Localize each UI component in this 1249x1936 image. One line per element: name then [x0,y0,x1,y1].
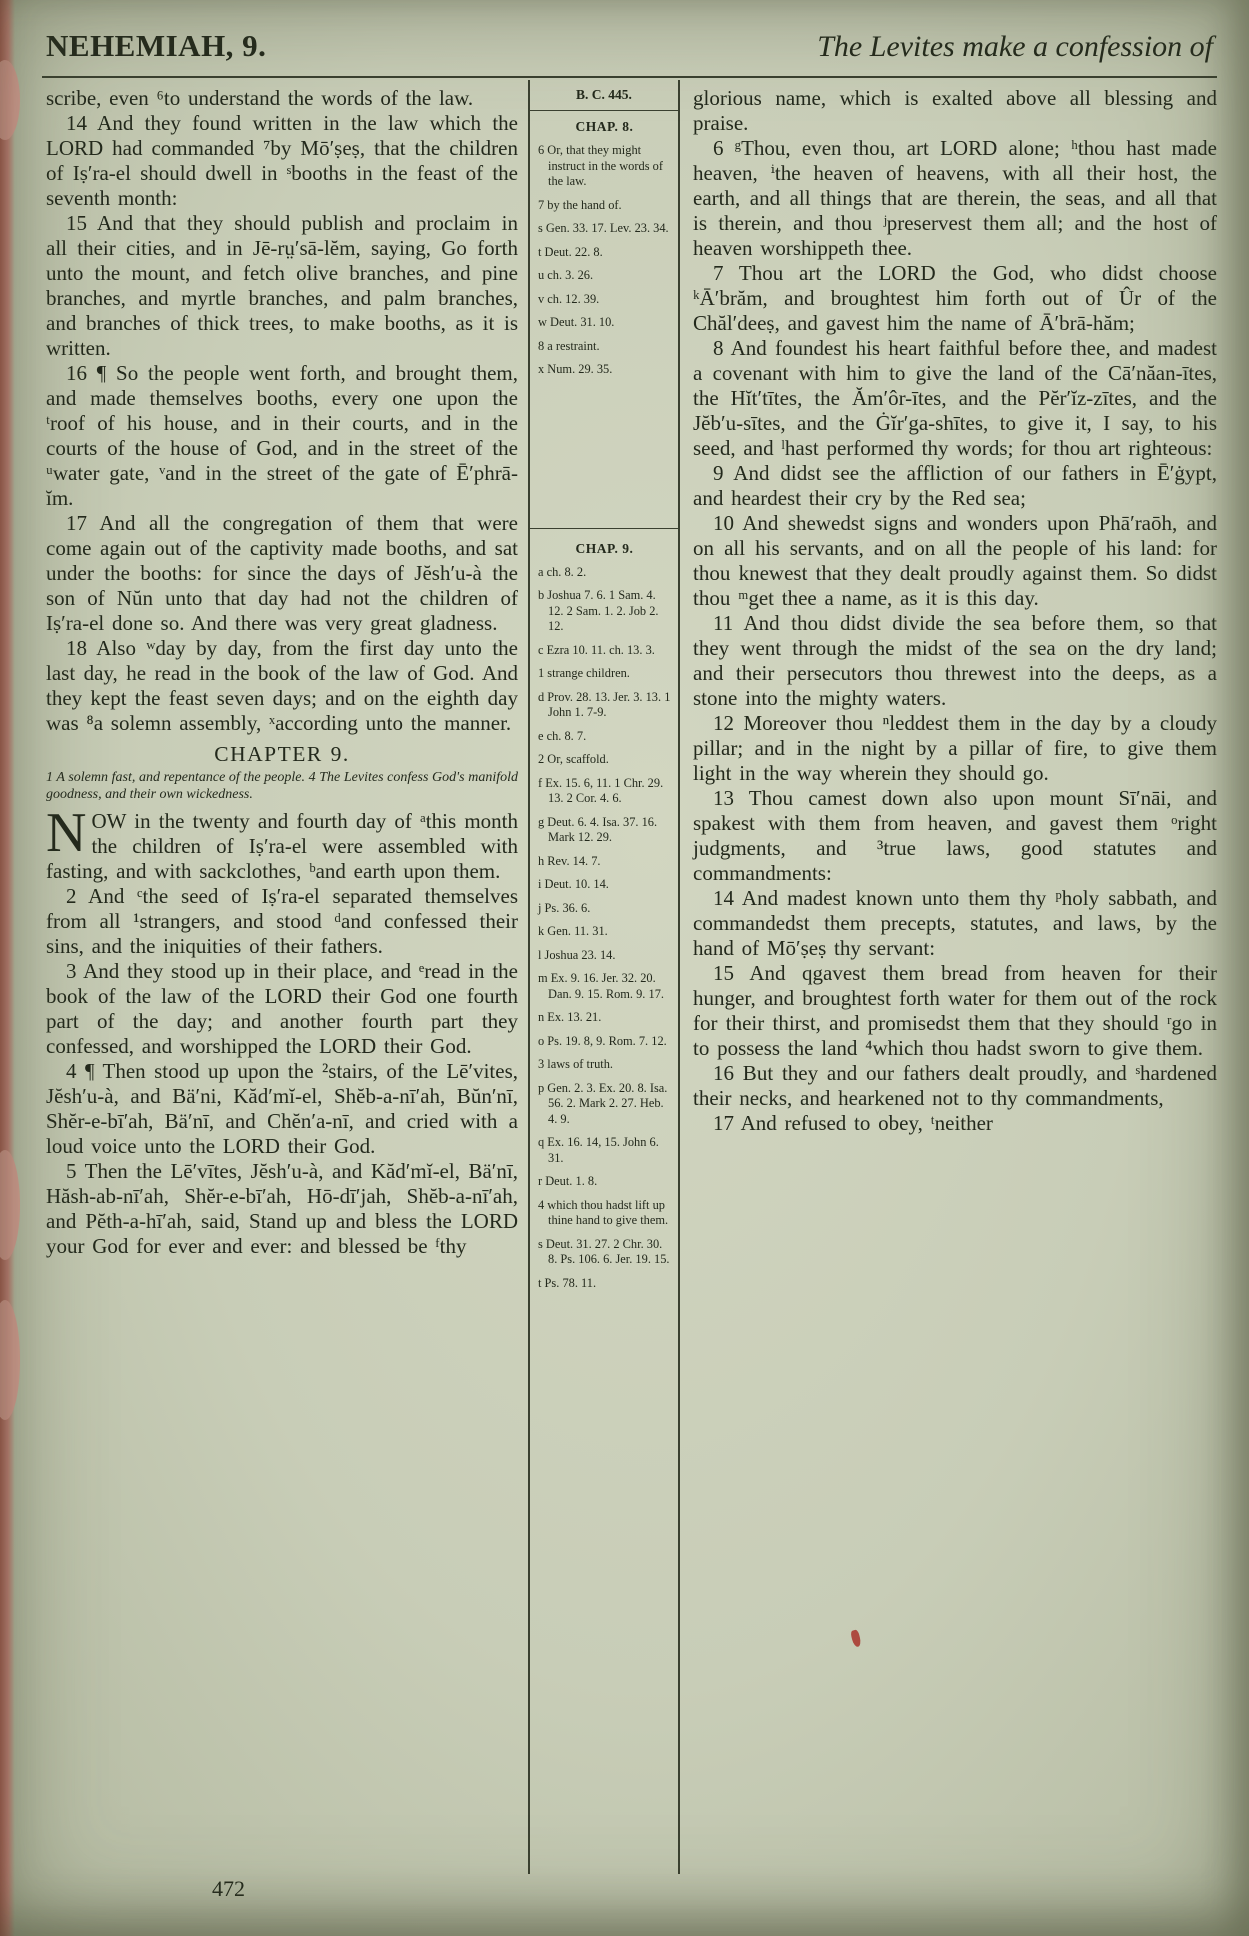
verse-paragraph: NOW in the twenty and fourth day of ᵃthis month the children of Iṣ′ra-el were assembled with fasting, and with sackclothes, ᵇand earth upon them. [46,802,518,883]
verse-paragraph: 16 But they and our fathers dealt proudly, and ˢhardened their necks, and hearkened not to thy commandments, [693,1061,1217,1110]
header-rule [42,76,1217,78]
page-edge-blob [0,60,20,140]
margin-note: i Deut. 10. 14. [538,877,609,891]
chap9-label: CHAP. 9. [575,540,634,556]
right-text-column [680,80,1217,1874]
page-edge-blob [0,1300,20,1420]
verse-paragraph: 9 And didst see the affliction of our fathers in Ē′ġypt, and heardest their cry by the Red sea; [693,461,1217,510]
verse-paragraph: 1 A solemn fast, and repentance of the people. 4 The Levites confess God's manifold goodness, and their own wickedness. [46,770,518,802]
margin-note: 4 which thou hadst lift up thine hand to give them. [538,1197,669,1227]
margin-note: r Deut. 1. 8. [538,1174,598,1188]
margin-note: 3 laws of truth. [538,1057,614,1071]
verse-paragraph: 10 And shewedst signs and wonders upon Phā′raōh, and on all his servants, and on all the people of his land: for thou knewest that they dealt proudly against them. So didst thou ᵐget thee a name, as it is this day. [693,511,1217,610]
margin-note: h Rev. 14. 7. [538,853,601,868]
margin-note: e ch. 8. 7. [538,728,587,743]
verse-paragraph: 5 Then the Lē′vītes, Jĕsh′u-à, and Kăd′mĭ-el, Bä′nī, Hăsh-ab-nī′ah, Shĕr-e-bī′ah, Hō-dī′jah, Shĕb-a-nī′ah, and Pĕth-a-hī′ah, said, Stand up and bless the LORD your God for ever and ever: and blessed be ᶠthy [46,1159,518,1258]
margin-note: m Ex. 9. 16. Jer. 32. 20. Dan. 9. 15. Rom. 9. 17. [538,971,664,1001]
verse-paragraph: 3 And they stood up in their place, and ᵉread in the book of the law of the LORD their God one fourth part of the day; and another fourth part they confessed, and worshipped the LORD their God. [46,959,518,1058]
margin-note: l Joshua 23. 14. [538,947,616,962]
bc-date-label: B. C. 445. [530,84,678,111]
margin-note: q Ex. 16. 14, 15. John 6. 31. [538,1135,659,1165]
page-number: 472 [212,1876,245,1901]
page-title: NEHEMIAH, 9. [46,28,267,63]
verse-paragraph: 2 And ᶜthe seed of Iṣ′ra-el separated themselves from all ¹strangers, and stood ᵈand confessed their sins, and the iniquities of their fathers. [46,884,518,958]
verse-paragraph: 15 And qgavest them bread from heaven for their hunger, and broughtest forth water for them out of the rock for their thirst, and promisedst them that they should ʳgo in to possess the land ⁴which thou hadst sworn to give them. [693,961,1217,1060]
verse-paragraph: 14 And madest known unto them thy ᵖholy sabbath, and commandedst them precepts, statutes, and laws, by the hand of Mō′ṣeṣ thy servant: [693,886,1217,960]
chap8-label: CHAP. 8. [575,119,634,134]
margin-note: f Ex. 15. 6, 11. 1 Chr. 29. 13. 2 Cor. 4. 6. [538,775,664,805]
verse-paragraph: 8 And foundest his heart faithful before thee, and madest a covenant with him to give the land of the Cā′năan-ītes, the Hĭt′tītes, the Ăm′ôr-ītes, and the Pĕr′ĭz-zītes, and the Jĕb′u-sītes, and the Ġĭr′ga-shītes, to give it, I say, to his seed, and ˡhast performed thy words; for thou art righteous: [693,336,1217,460]
verse-paragraph: 11 And thou didst divide the sea before them, so that they went through the midst of the sea on the dry land; and their persecutors thou threwest into the deeps, as a stone into the mighty waters. [693,611,1217,710]
verse-paragraph: 15 And that they should publish and proclaim in all their cities, and in Jē-rṳ′sā-lĕm, saying, Go forth unto the mount, and fetch olive branches, and pine branches, and myrtle branches, and palm branches, and branches of thick trees, to make booths, as it is written. [46,211,518,360]
margin-reference-column [528,80,680,1874]
verse-paragraph: 17 And all the congregation of them that were come again out of the captivity made booths, and sat under the booths: for since the days of Jĕsh′u-à the son of Nŭn unto that day had not the children of Iṣ′ra-el done so. And there was very great gladness. [46,511,518,635]
margin-note: t Deut. 22. 8. [538,244,603,259]
margin-note: w Deut. 31. 10. [538,315,615,329]
margin-note: j Ps. 36. 6. [538,900,591,915]
margin-note: t Ps. 78. 11. [538,1275,597,1290]
margin-note: 2 Or, scaffold. [538,752,609,766]
verse-paragraph: 16 ¶ So the people went forth, and brought them, and made themselves booths, every one upon the ᵗroof of his house, and in their courts, and in the courts of the house of God, and in the street of the ᵘwater gate, ᵛand in the street of the gate of Ē′phrā-ĭm. [46,361,518,510]
margin-note: p Gen. 2. 3. Ex. 20. 8. Isa. 56. 2. Mark 2. 27. Heb. 4. 9. [538,1080,668,1126]
verse-paragraph: 7 Thou art the LORD the God, who didst choose ᵏĀ′brăm, and broughtest him forth out of Ûr of the Chăl′deeṣ, and gavest him the name of Ā′brā-hăm; [693,261,1217,335]
chap9-notes [538,565,671,1292]
text-columns [46,80,1217,1874]
verse-paragraph: 13 Thou camest down also upon mount Sī′nāi, and spakest with them from heaven, and gavest them ᵒright judgments, and ³true laws, good statutes and commandments: [693,786,1217,885]
margin-note: s Deut. 31. 27. 2 Chr. 30. 8. Ps. 106. 6. Jer. 19. 15. [538,1236,670,1266]
margin-note: 8 a restraint. [538,338,600,353]
margin-note: 1 strange children. [538,666,630,680]
page-header [46,28,1213,64]
verse-paragraph: 4 ¶ Then stood up upon the ²stairs, of the Lē′vites, Jĕsh′u-à, and Bä′ni, Kăd′mĭ-el, Shĕb-a-nī′ah, Bŭn′nī, Shĕr-e-bī′ah, Bä′nī, and Chĕn′a-nī, and cried with a loud voice unto the LORD their God. [46,1059,518,1158]
chap8-notes [538,143,671,378]
margin-note: g Deut. 6. 4. Isa. 37. 16. Mark 12. 29. [538,814,658,844]
margin-note: d Prov. 28. 13. Jer. 3. 13. 1 John 1. 7-9. [538,689,671,719]
margin-note: o Ps. 19. 8, 9. Rom. 7. 12. [538,1033,667,1048]
margin-note: n Ex. 13. 21. [538,1010,602,1024]
margin-note: s Gen. 33. 17. Lev. 23. 34. [538,221,669,235]
page-edge-blob [0,1150,20,1260]
margin-note: v ch. 12. 39. [538,291,600,306]
verse-paragraph: 17 And refused to obey, ᵗneither [713,1111,993,1135]
margin-note: 7 by the hand of. [538,197,622,212]
verse-paragraph: glorious name, which is exalted above all blessing and praise. [693,86,1217,135]
margin-note: c Ezra 10. 11. ch. 13. 3. [538,642,655,657]
margin-note: 6 Or, that they might instruct in the words of the law. [538,143,663,188]
verse-paragraph: 18 Also ʷday by day, from the first day unto the last day, he read in the book of the law of God. And they kept the feast seven days; and on the eighth day was ⁸a solemn assembly, ˣaccording unto the manner. [46,636,518,735]
reference-divider-rule [530,528,678,529]
running-head: The Levites make a confession of [817,30,1213,63]
verse-paragraph: 6 ᵍThou, even thou, art LORD alone; ʰthou hast made heaven, ⁱthe heaven of heavens, with all their host, the earth, and all things that are therein, the seas, and all that is therein, and thou ʲpreservest them all; and the host of heaven worshippeth thee. [693,136,1217,260]
margin-note: b Joshua 7. 6. 1 Sam. 4. 12. 2 Sam. 1. 2. Job 2. 12. [538,588,659,633]
margin-note: x Num. 29. 35. [538,362,613,376]
margin-note: a ch. 8. 2. [538,564,587,579]
verse-paragraph: scribe, even ⁶to understand the words of the law. [46,86,474,110]
verse-paragraph: 12 Moreover thou ⁿleddest them in the day by a cloudy pillar; and in the night by a pillar of fire, to give them light in the way wherein they should go. [693,711,1217,785]
verse-paragraph: 14 And they found written in the law which the LORD had commanded ⁷by Mō′ṣeṣ, that the children of Iṣ′ra-el should dwell in ˢbooths in the feast of the seventh month: [46,111,518,210]
book-edge [0,0,15,1936]
left-text-column [46,80,528,1874]
margin-note: k Gen. 11. 31. [538,924,608,938]
verse-paragraph: CHAPTER 9. [214,742,350,766]
margin-note: u ch. 3. 26. [538,268,594,282]
